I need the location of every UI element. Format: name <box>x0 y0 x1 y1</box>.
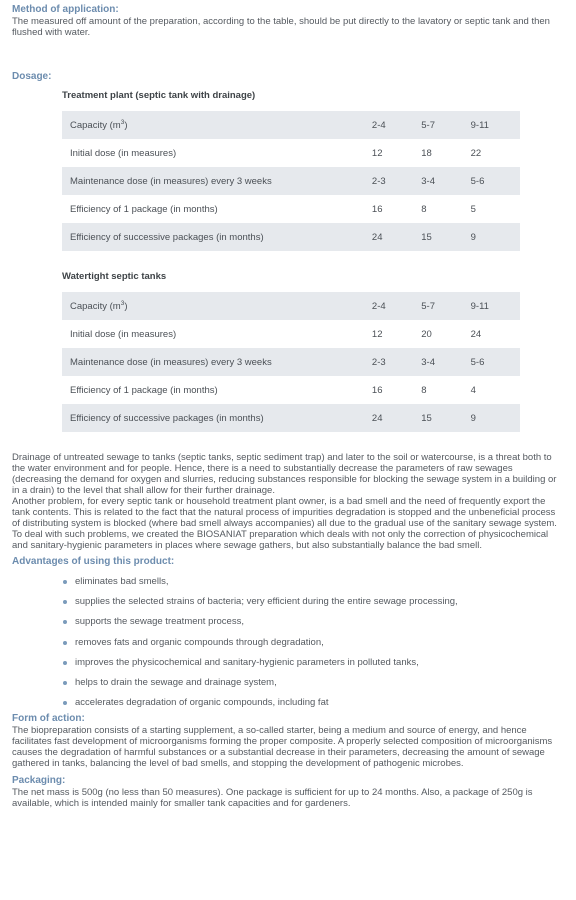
row-label: Efficiency of 1 package (in months) <box>70 384 218 396</box>
description-para-1: Drainage of untreated sewage to tanks (septic tanks, septic sediment trap) and later to the soil or watercourse, is a threat both to the water environment and for people. Hence, there is a need to substantially decrease the parameters of raw sewages (decreasing the demand for oxygen and slurries, reducing substances responsible for blocking the sewage system in a building or in a drain) to the level that shall allow for their further drainage. <box>12 452 557 496</box>
list-item: accelerates degradation of organic compounds, including fat <box>62 693 564 713</box>
cell-value: 3-4 <box>421 167 470 195</box>
description-para-3: To deal with such problems, we created the BIOSANIAT preparation which deals with not only the correction of physicochemical and sanitary-hygienic parameters in places where sewage gathers, but also substantially balance the bad smell. <box>12 529 549 551</box>
dosage-heading: Dosage: <box>12 71 52 82</box>
row-label: Maintenance dose (in measures) every 3 weeks <box>62 348 372 376</box>
table-row <box>62 167 520 195</box>
form-text: The biopreparation consists of a starting supplement, a so-called starter, being a medium and source of energy, and hence facilitates fast development of microorganisms forming the proper composite. A properly selected composition of microorganisms causes the degradation of harmful substances or a substantial decrease in their parameters, decreasing the amount of sewage gathered in tanks, balancing the level of bad smells, and stopping the development of pathogenic microbes. <box>12 725 553 770</box>
cell-value: 8 <box>421 203 427 215</box>
cell-value: 12 <box>371 328 383 340</box>
bullet-icon <box>63 620 67 624</box>
bullet-icon <box>63 661 67 665</box>
row-label: Capacity $(m^3)$ <box>62 292 372 320</box>
cell-value: 2-3 <box>372 348 421 376</box>
row-label: Efficiency of successive packages (in months) <box>62 404 372 432</box>
table-title-watertight: Watertight septic tanks <box>62 271 167 282</box>
cell-value: 15 <box>421 223 470 251</box>
bullet-icon <box>63 600 67 604</box>
page-content <box>12 4 564 809</box>
advantages-heading: Advantages of using this product: <box>12 556 175 567</box>
list-item: supplies the selected strains of bacteria; very efficient during the entire sewage processing, <box>62 592 564 612</box>
cell-value: 4 <box>470 384 476 396</box>
cell-value: 5-7 <box>421 111 470 139</box>
description-para-2: Another problem, for every septic tank or household treatment plant owner, is a bad smell and the need of frequently export the tank contents. This is related to the fact that the natural process of impurities degradation is stopped and the unbeneficial process of distributing system is blocked (where bad smell always accompanies) all due to the gradual use of the sanitary sewage system. <box>12 496 557 529</box>
cell-value: 24 <box>470 328 482 340</box>
row-label: Efficiency of 1 package (in months) <box>70 203 218 215</box>
dosage-table-watertight <box>62 292 520 432</box>
list-item: helps to drain the sewage and drainage system, <box>62 673 564 693</box>
list-item: eliminates bad smells, <box>62 572 564 592</box>
method-heading: Method of application: <box>12 4 119 15</box>
cell-value: 22 <box>470 147 482 159</box>
advantages-list <box>12 572 564 713</box>
cell-value: 3-4 <box>421 348 470 376</box>
cell-value: 5 <box>470 203 476 215</box>
cell-value: 9 <box>471 223 520 251</box>
table-row <box>62 404 520 432</box>
cell-value: 2-4 <box>372 292 421 320</box>
cell-value: 9-11 <box>471 292 520 320</box>
cell-value: 5-6 <box>471 167 520 195</box>
cell-value: 9-11 <box>471 111 520 139</box>
cell-value: 18 <box>421 147 432 159</box>
cell-value: 24 <box>372 404 421 432</box>
cell-value: 24 <box>372 223 421 251</box>
table-row <box>62 348 520 376</box>
cell-value: 16 <box>371 203 383 215</box>
table-row <box>62 111 520 139</box>
packaging-heading: Packaging: <box>12 775 66 787</box>
table-row <box>62 223 520 251</box>
table-title-treatment-plant: Treatment plant (septic tank with drainage) <box>62 90 256 101</box>
cell-value: 15 <box>421 404 470 432</box>
row-label: Initial dose (in measures) <box>70 328 177 340</box>
cell-value: 8 <box>421 384 427 396</box>
bullet-icon <box>63 701 67 705</box>
list-item: supports the sewage treatment process, <box>62 612 564 632</box>
bullet-icon <box>63 580 67 584</box>
packaging-text: The net mass is 500g (no less than 50 measures). One package is sufficient for up to 24 months. Also, a package of 250g is available, which is intended mainly for smaller tank capacities and for gardeners. <box>12 787 533 810</box>
cell-value: 12 <box>371 147 383 159</box>
cell-value: 9 <box>471 404 520 432</box>
cell-value: 16 <box>371 384 383 396</box>
table-row <box>62 195 520 223</box>
row-label: Capacity $(m^3)$ <box>62 111 372 139</box>
table-row <box>62 139 520 167</box>
table-row <box>62 376 520 404</box>
row-label: Maintenance dose (in measures) every 3 weeks <box>62 167 372 195</box>
cell-value: 20 <box>421 328 432 340</box>
form-heading: Form of action: <box>12 713 85 725</box>
bullet-icon <box>63 681 67 685</box>
dosage-table-treatment-plant <box>62 111 520 251</box>
cell-value: 2-4 <box>372 111 421 139</box>
cell-value: 5-6 <box>471 348 520 376</box>
bullet-icon <box>63 641 67 645</box>
cell-value: 5-7 <box>421 292 470 320</box>
list-item: removes fats and organic compounds through degradation, <box>62 633 564 653</box>
row-label: Initial dose (in measures) <box>70 147 177 159</box>
cell-value: 2-3 <box>372 167 421 195</box>
row-label: Efficiency of successive packages (in months) <box>62 223 372 251</box>
list-item: improves the physicochemical and sanitary-hygienic parameters in polluted tanks, <box>62 653 564 673</box>
method-text: The measured off amount of the preparation, according to the table, should be put directly to the lavatory or septic tank and then flushed with water. <box>12 16 550 38</box>
table-row <box>62 320 520 348</box>
table-row <box>62 292 520 320</box>
